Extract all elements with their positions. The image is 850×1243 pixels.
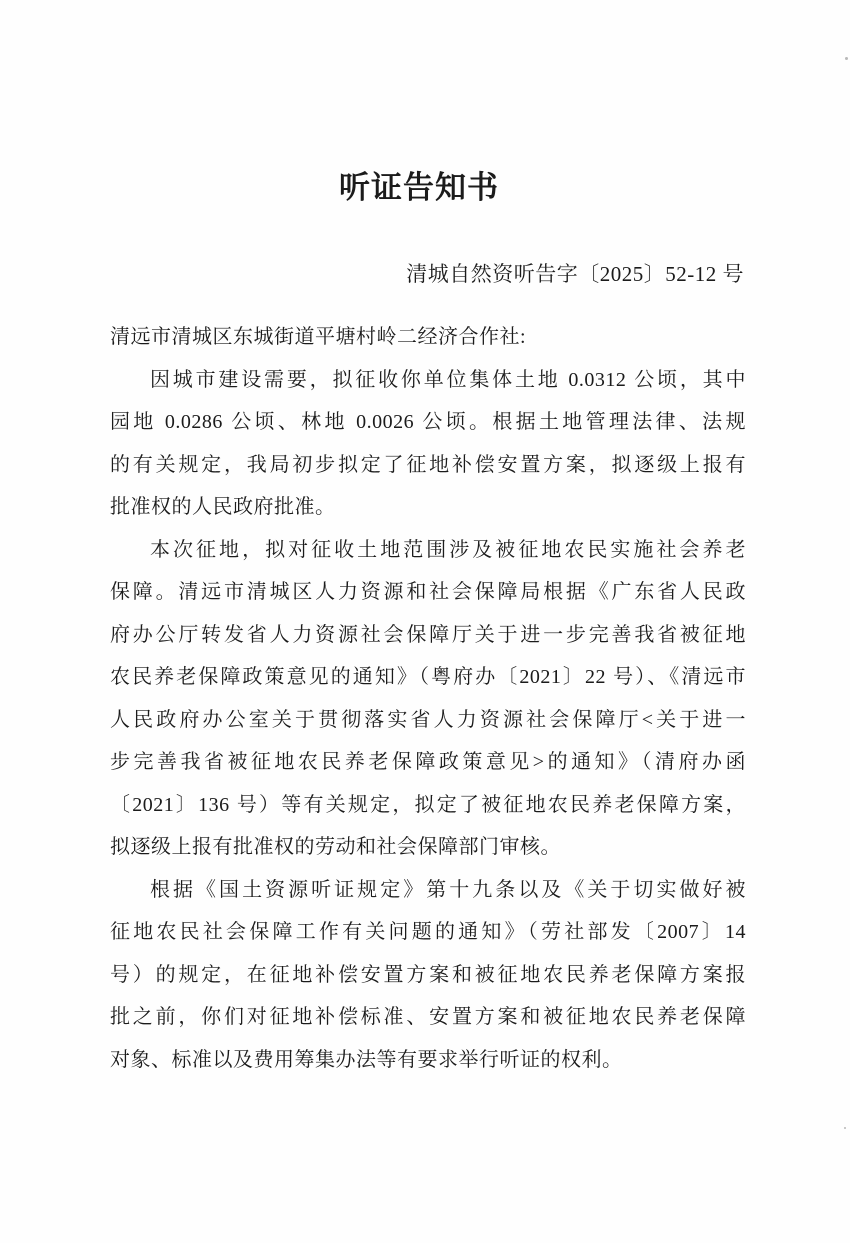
text-line: 〔2021〕136 号）等有关规定，拟定了被征地农民养老保障方案， (110, 793, 746, 816)
text-line: 园地 0.0286 公顷、林地 0.0026 公顷。根据土地管理法律、法规 (110, 411, 746, 433)
text-line: 人民政府办公室关于贯彻落实省人力资源社会保障厅<关于进一 (110, 708, 746, 731)
text-line: 对象、标准以及费用筹集办法等有要求举行听证的权利。 (110, 1048, 623, 1071)
text-line: 农民养老保障政策意见的通知》（粤府办〔2021〕22 号）、《清远市 (110, 666, 746, 688)
text-line: 拟逐级上报有批准权的劳动和社会保障部门审核。 (110, 836, 561, 858)
scan-speck (845, 57, 848, 60)
text-line: 征地农民社会保障工作有关问题的通知》（劳社部发〔2007〕14 (110, 921, 746, 943)
text-line: 号）的规定，在征地补偿安置方案和被征地农民养老保障方案报 (110, 963, 746, 986)
text-line: 的有关规定，我局初步拟定了征地补偿安置方案，拟逐级上报有 (110, 453, 746, 476)
document-reference-number: 清城自然资听告字〔2025〕52-12 号 (406, 262, 744, 286)
scan-speck (844, 1127, 846, 1129)
addressee-line: 清远市清城区东城街道平塘村岭二经济合作社: (110, 326, 527, 348)
text-line: 批准权的人民政府批准。 (110, 496, 336, 518)
text-line: 步完善我省被征地农民养老保障政策意见>的通知》（清府办函 (110, 751, 746, 773)
document-body (110, 316, 746, 1081)
text-line: 因城市建设需要，拟征收你单位集体土地 0.0312 公顷，其中 (150, 368, 746, 391)
text-line: 本次征地，拟对征收土地范围涉及被征地农民实施社会养老 (150, 538, 746, 561)
document-title: 听证告知书 (339, 170, 499, 205)
text-line: 根据《国土资源听证规定》第十九条以及《关于切实做好被 (150, 878, 746, 901)
text-line: 府办公厅转发省人力资源社会保障厅关于进一步完善我省被征地 (110, 623, 746, 646)
text-line: 保障。清远市清城区人力资源和社会保障局根据《广东省人民政 (110, 581, 746, 603)
text-line: 批之前，你们对征地补偿标准、安置方案和被征地农民养老保障 (110, 1006, 746, 1028)
